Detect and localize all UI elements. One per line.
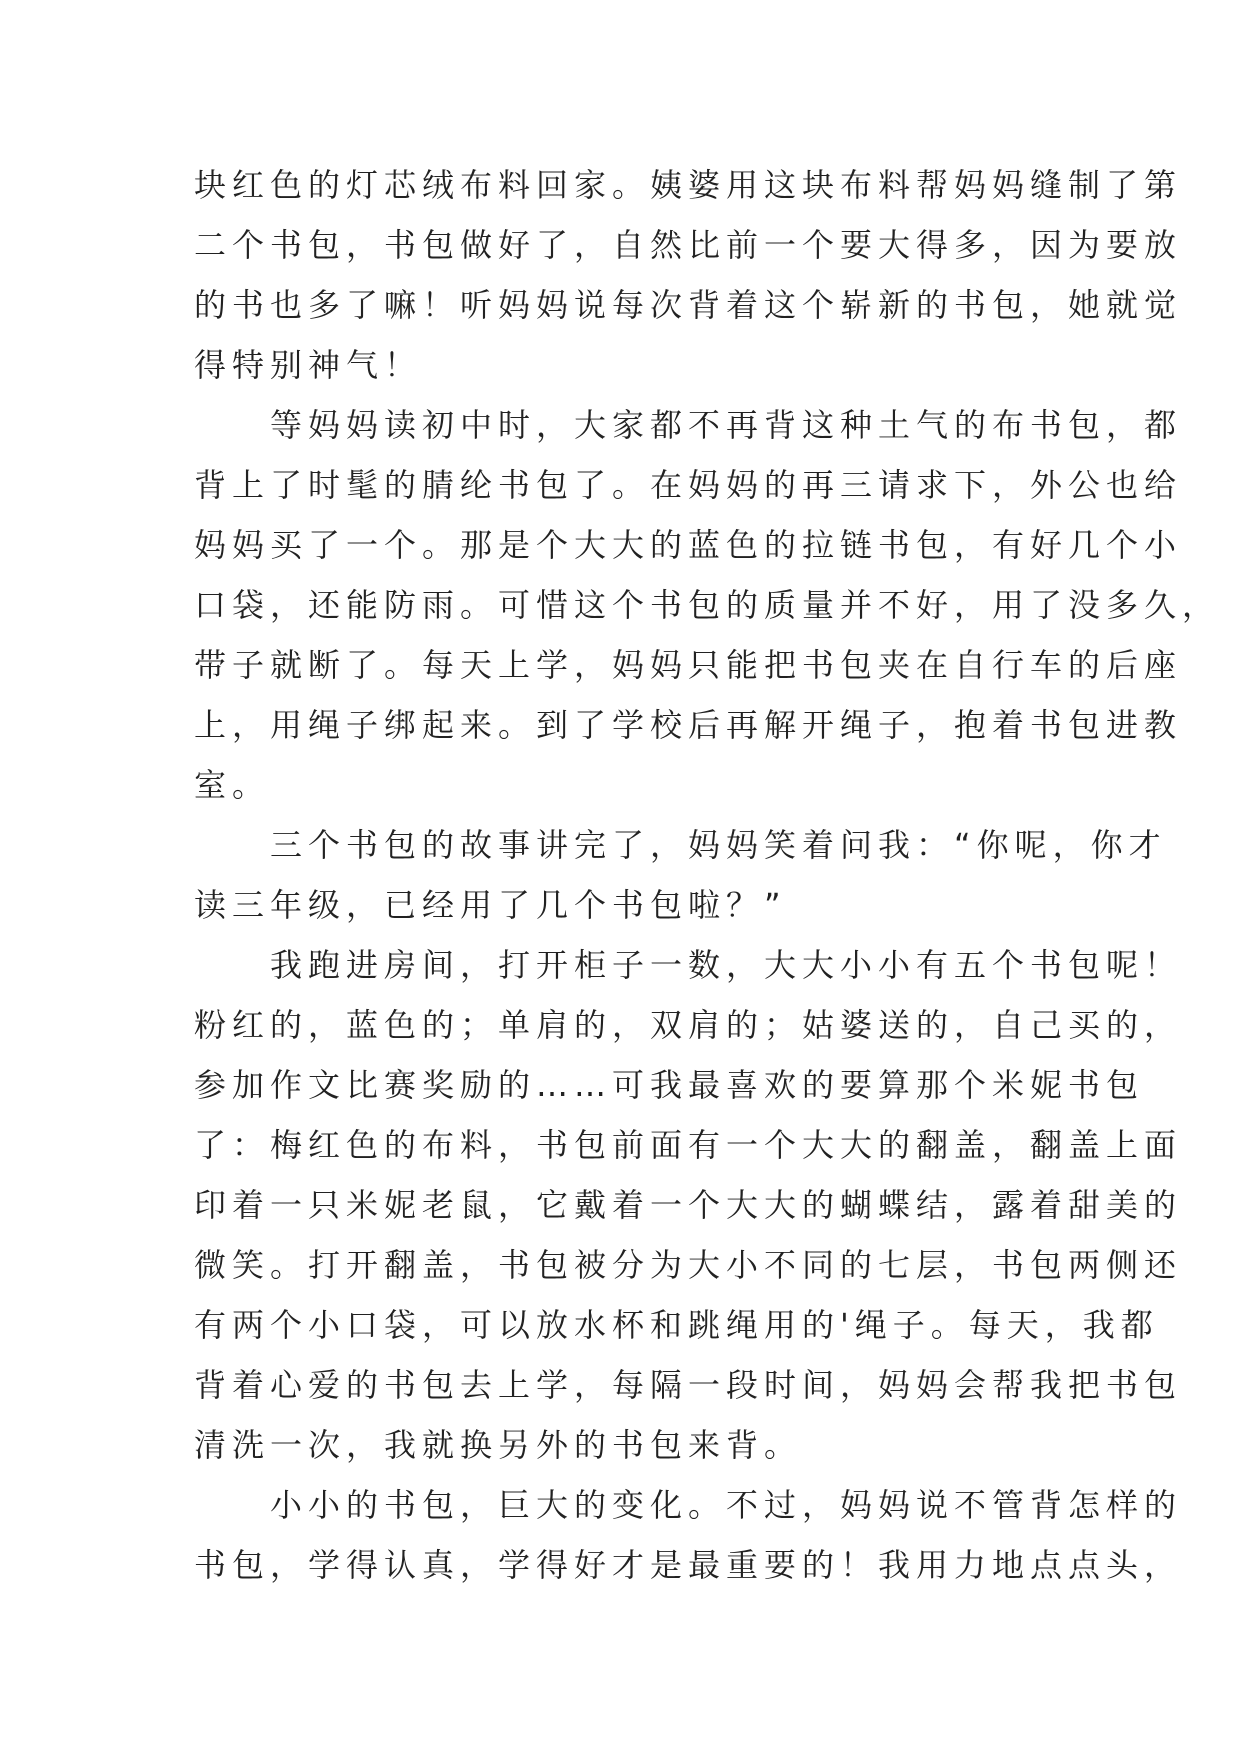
text-line: 背上了时髦的腈纶书包了。在妈妈的再三请求下，外公也给 bbox=[194, 466, 1183, 504]
text-line: 我跑进房间，打开柜子一数，大大小小有五个书包呢！ bbox=[194, 946, 1183, 984]
text-line: 的书也多了嘛！听妈妈说每次背着这个崭新的书包，她就觉 bbox=[194, 286, 1183, 324]
text-line: 妈妈买了一个。那是个大大的蓝色的拉链书包，有好几个小 bbox=[194, 526, 1183, 564]
text-line: 印着一只米妮老鼠，它戴着一个大大的蝴蝶结，露着甜美的 bbox=[194, 1186, 1183, 1224]
text-line: 小小的书包，巨大的变化。不过，妈妈说不管背怎样的 bbox=[194, 1486, 1183, 1524]
text-line: 书包，学得认真，学得好才是最重要的！我用力地点点头， bbox=[194, 1546, 1183, 1584]
text-line: 室。 bbox=[194, 766, 271, 804]
text-line: 口袋，还能防雨。可惜这个书包的质量并不好，用了没多久， bbox=[194, 586, 1221, 624]
text-line: 二个书包，书包做好了，自然比前一个要大得多，因为要放 bbox=[194, 226, 1183, 264]
text-line: 背着心爱的书包去上学，每隔一段时间，妈妈会帮我把书包 bbox=[194, 1366, 1183, 1404]
text-line: 三个书包的故事讲完了，妈妈笑着问我：“你呢，你才 bbox=[194, 826, 1167, 864]
text-line: 读三年级，已经用了几个书包啦？” bbox=[194, 886, 787, 924]
text-line: 得特别神气！ bbox=[194, 346, 423, 384]
text-line: 有两个小口袋，可以放水杯和跳绳用的'绳子。每天，我都 bbox=[194, 1306, 1159, 1344]
document-body bbox=[194, 155, 1221, 1595]
text-line: 块红色的灯芯绒布料回家。姨婆用这块布料帮妈妈缝制了第 bbox=[194, 166, 1183, 204]
text-line: 等妈妈读初中时，大家都不再背这种土气的布书包，都 bbox=[194, 406, 1183, 444]
text-line: 微笑。打开翻盖，书包被分为大小不同的七层，书包两侧还 bbox=[194, 1246, 1183, 1284]
text-line: 清洗一次，我就换另外的书包来背。 bbox=[194, 1426, 803, 1464]
text-line: 上，用绳子绑起来。到了学校后再解开绳子，抱着书包进教 bbox=[194, 706, 1183, 744]
text-line: 参加作文比赛奖励的……可我最喜欢的要算那个米妮书包 bbox=[194, 1066, 1145, 1104]
text-line: 粉红的，蓝色的；单肩的，双肩的；姑婆送的，自己买的， bbox=[194, 1006, 1183, 1044]
text-line: 带子就断了。每天上学，妈妈只能把书包夹在自行车的后座 bbox=[194, 646, 1183, 684]
text-line: 了：梅红色的布料，书包前面有一个大大的翻盖，翻盖上面 bbox=[194, 1126, 1183, 1164]
